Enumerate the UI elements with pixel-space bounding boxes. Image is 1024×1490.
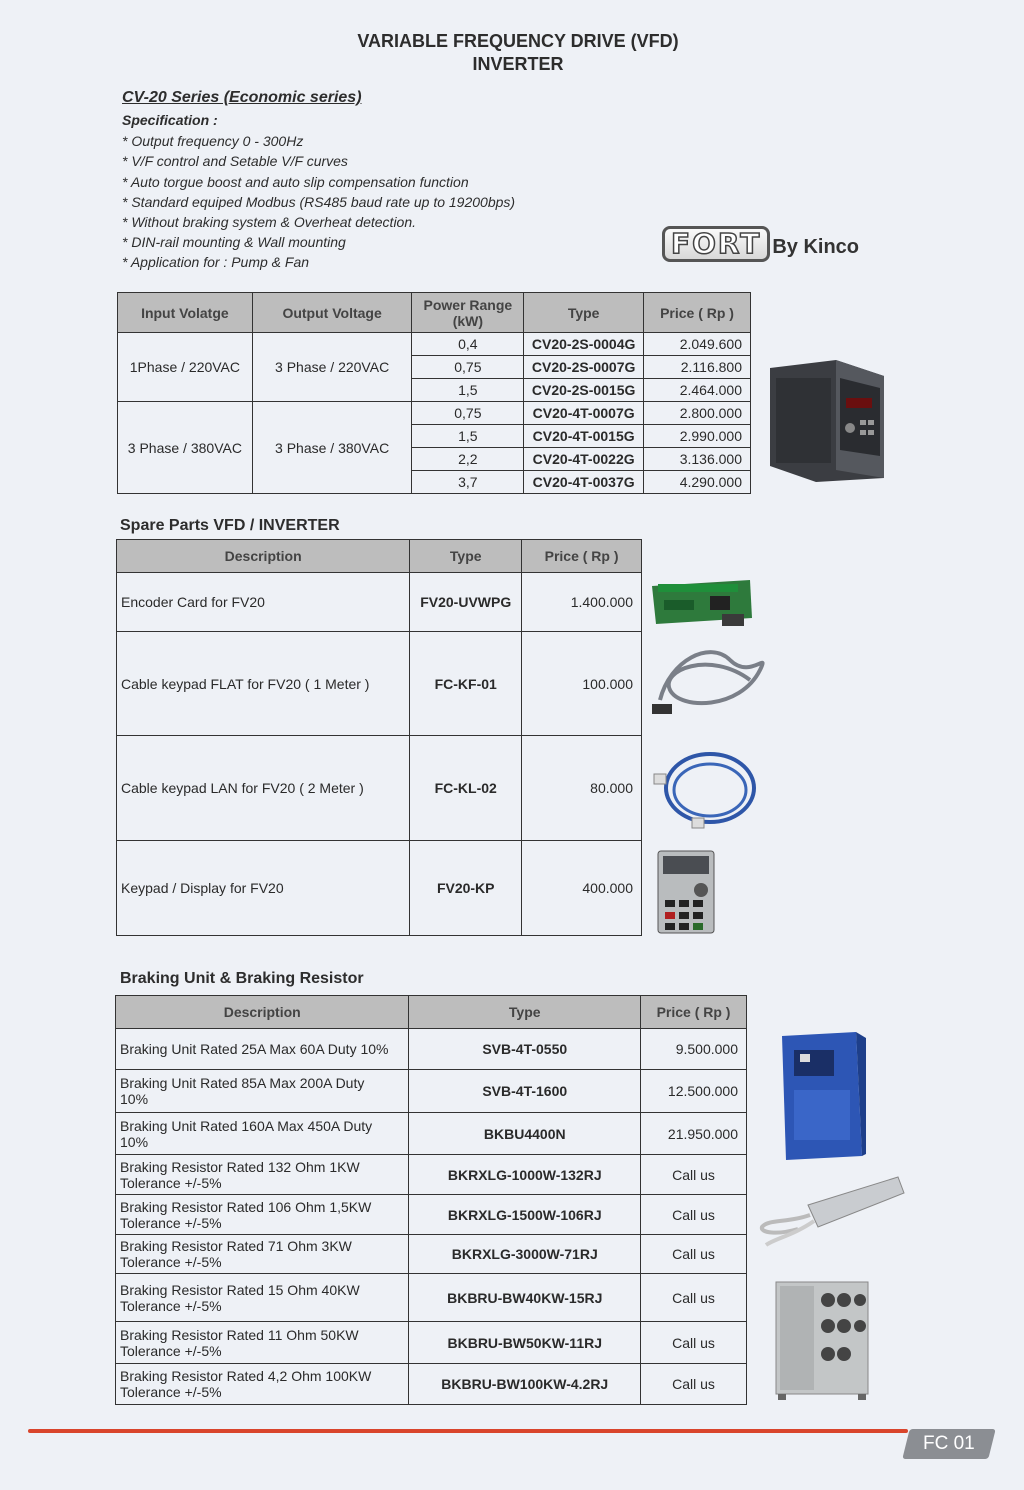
description-line2: Tolerance +/-5% (120, 1174, 222, 1191)
col-header-power: Power Range (kW) (412, 293, 524, 333)
type-cell: BKBRU-BW40KW-15RJ (409, 1274, 641, 1322)
table-row (116, 1235, 747, 1274)
table-row (116, 1070, 747, 1113)
table-row (117, 736, 642, 841)
type-cell: BKRXLG-3000W-71RJ (409, 1235, 641, 1274)
type-cell: BKBU4400N (409, 1113, 641, 1155)
keypad-display-image (657, 850, 715, 934)
col-header-description: Description (116, 996, 409, 1029)
table-row (116, 1113, 747, 1155)
col-header-description: Description (117, 540, 410, 573)
braking-resistor-cabinet-image (774, 1278, 872, 1402)
description-line2: 10% (120, 1091, 149, 1107)
page-title: VARIABLE FREQUENCY DRIVE (VFD) (357, 31, 679, 51)
type-cell: CV20-4T-0022G (524, 448, 644, 471)
price-cell: 4.290.000 (644, 471, 751, 494)
table-header-row (118, 293, 751, 333)
type-cell: CV20-2S-0004G (524, 333, 644, 356)
type-cell: BKRXLG-1000W-132RJ (409, 1155, 641, 1195)
vfd-inverter-image (766, 358, 886, 484)
description-cell (116, 1235, 409, 1274)
description-cell (116, 1364, 409, 1405)
input-voltage-cell: 1Phase / 220VAC (118, 333, 253, 402)
encoder-card-image (650, 578, 754, 630)
col-header-price: Price ( Rp ) (644, 293, 751, 333)
description-line2: Tolerance +/-5% (120, 1214, 222, 1231)
power-cell: 0,4 (412, 333, 524, 356)
type-cell: CV20-2S-0007G (524, 356, 644, 379)
table-row (116, 1195, 747, 1235)
table-header-row (116, 996, 747, 1029)
description-line1: Braking Resistor Rated 11 Ohm 50KW (120, 1326, 359, 1343)
spec-item: * DIN-rail mounting & Wall mounting (122, 234, 346, 250)
power-cell: 0,75 (412, 356, 524, 379)
spec-item: * Standard equiped Modbus (RS485 baud rate up to 19200bps) (122, 194, 516, 210)
description-line2: 10% (120, 1133, 149, 1150)
braking-resistor-small-image (758, 1175, 906, 1251)
price-cell: Call us (641, 1235, 747, 1274)
description-cell: Keypad / Display for FV20 (117, 841, 410, 936)
description-line2: Tolerance +/-5% (120, 1297, 222, 1314)
page-number-tag (902, 1429, 995, 1459)
description-cell (116, 1195, 409, 1235)
spec-heading: Specification : (122, 112, 218, 128)
price-cell: 1.400.000 (522, 573, 642, 632)
type-cell: BKBRU-BW100KW-4.2RJ (409, 1364, 641, 1405)
braking-table (115, 995, 747, 1405)
type-cell: FV20-KP (410, 841, 522, 936)
table-row (117, 573, 642, 632)
type-cell: SVB-4T-1600 (409, 1070, 641, 1113)
type-cell: BKRXLG-1500W-106RJ (409, 1195, 641, 1235)
spare-parts-title: Spare Parts VFD / INVERTER (120, 517, 340, 534)
price-cell: Call us (641, 1195, 747, 1235)
output-voltage-cell: 3 Phase / 380VAC (252, 402, 412, 494)
type-cell: FC-KL-02 (410, 736, 522, 841)
col-header-price: Price ( Rp ) (641, 996, 747, 1029)
description-cell (116, 1029, 409, 1070)
power-cell: 0,75 (412, 402, 524, 425)
table-row (116, 1274, 747, 1322)
description-cell: Encoder Card for FV20 (117, 573, 410, 632)
description-line2: Tolerance +/-5% (120, 1384, 222, 1400)
page-subtitle: INVERTER (472, 54, 564, 74)
description-cell (116, 1113, 409, 1155)
description-line1: Braking Resistor Rated 71 Ohm 3KW (120, 1238, 352, 1254)
price-cell: 9.500.000 (641, 1029, 747, 1070)
logo-by-kinco: By Kinco (772, 236, 860, 258)
col-header-price: Price ( Rp ) (522, 540, 642, 573)
price-cell: 2.990.000 (644, 425, 751, 448)
spec-item: * Without braking system & Overheat detection. (122, 214, 417, 230)
type-cell: FC-KF-01 (410, 632, 522, 736)
type-cell: CV20-2S-0015G (524, 379, 644, 402)
type-cell: BKBRU-BW50KW-11RJ (409, 1322, 641, 1364)
description-line1: Braking Resistor Rated 15 Ohm 40KW (120, 1281, 360, 1298)
description-cell (116, 1274, 409, 1322)
col-header-type: Type (410, 540, 522, 573)
type-cell: CV20-4T-0015G (524, 425, 644, 448)
power-cell: 1,5 (412, 425, 524, 448)
description-line1: Braking Unit Rated 85A Max 200A Duty (120, 1075, 365, 1091)
col-header-input: Input Volatge (118, 293, 253, 333)
spec-item: * Auto torgue boost and auto slip compensation function (122, 174, 469, 190)
col-header-type: Type (409, 996, 641, 1029)
price-cell: 2.049.600 (644, 333, 751, 356)
description-line1: Braking Resistor Rated 4,2 Ohm 100KW (120, 1368, 372, 1384)
type-cell: CV20-4T-0007G (524, 402, 644, 425)
type-cell: SVB-4T-0550 (409, 1029, 641, 1070)
description-cell (116, 1322, 409, 1364)
description-line2: Tolerance +/-5% (120, 1342, 222, 1359)
col-header-output: Output Voltage (252, 293, 412, 333)
table-row (116, 1155, 747, 1195)
power-cell: 2,2 (412, 448, 524, 471)
footer-red-line (28, 1429, 908, 1433)
table-row (118, 402, 751, 425)
description-line1: Braking Unit Rated 25A Max 60A Duty 10% (120, 1041, 389, 1057)
braking-unit-image (776, 1030, 868, 1162)
power-cell: 1,5 (412, 379, 524, 402)
braking-title: Braking Unit & Braking Resistor (120, 970, 364, 987)
description-line1: Braking Unit Rated 160A Max 450A Duty (120, 1117, 373, 1134)
price-cell: 3.136.000 (644, 448, 751, 471)
fort-kinco-logo (662, 226, 859, 262)
type-cell: FV20-UVWPG (410, 573, 522, 632)
col-header-type: Type (524, 293, 644, 333)
table-header-row (117, 540, 642, 573)
price-cell: 100.000 (522, 632, 642, 736)
description-line1: Braking Resistor Rated 132 Ohm 1KW (120, 1158, 360, 1175)
spec-item: * Application for : Pump & Fan (122, 254, 310, 270)
description-line1: Braking Resistor Rated 106 Ohm 1,5KW (120, 1198, 372, 1215)
price-cell: Call us (641, 1155, 747, 1195)
vfd-price-table (117, 292, 751, 494)
price-cell: 2.116.800 (644, 356, 751, 379)
output-voltage-cell: 3 Phase / 220VAC (252, 333, 412, 402)
input-voltage-cell: 3 Phase / 380VAC (118, 402, 253, 494)
table-row (117, 632, 642, 736)
price-cell: 2.800.000 (644, 402, 751, 425)
flat-cable-image (650, 640, 772, 720)
description-cell: Cable keypad LAN for FV20 ( 2 Meter ) (117, 736, 410, 841)
description-cell: Cable keypad FLAT for FV20 ( 1 Meter ) (117, 632, 410, 736)
price-cell: 2.464.000 (644, 379, 751, 402)
spec-item: * V/F control and Setable V/F curves (122, 153, 348, 169)
lan-cable-image (652, 748, 760, 832)
table-row (116, 1029, 747, 1070)
price-cell: 80.000 (522, 736, 642, 841)
table-row (116, 1322, 747, 1364)
description-line2: Tolerance +/-5% (120, 1254, 222, 1270)
type-cell: CV20-4T-0037G (524, 471, 644, 494)
table-row (116, 1364, 747, 1405)
spare-parts-table (116, 539, 642, 936)
series-name: CV-20 Series (Economic series) (122, 89, 362, 106)
price-cell: Call us (641, 1274, 747, 1322)
price-cell: 12.500.000 (641, 1070, 747, 1113)
price-cell: Call us (641, 1322, 747, 1364)
spec-item: * Output frequency 0 - 300Hz (122, 133, 304, 149)
table-row (118, 333, 751, 356)
price-cell: Call us (641, 1364, 747, 1405)
table-row (117, 841, 642, 936)
page-number-label: FC 01 (923, 1433, 975, 1454)
price-cell: 21.950.000 (641, 1113, 747, 1155)
power-cell: 3,7 (412, 471, 524, 494)
price-cell: 400.000 (522, 841, 642, 936)
description-cell (116, 1070, 409, 1113)
fort-logo-mark: FORT (662, 226, 770, 262)
description-cell (116, 1155, 409, 1195)
